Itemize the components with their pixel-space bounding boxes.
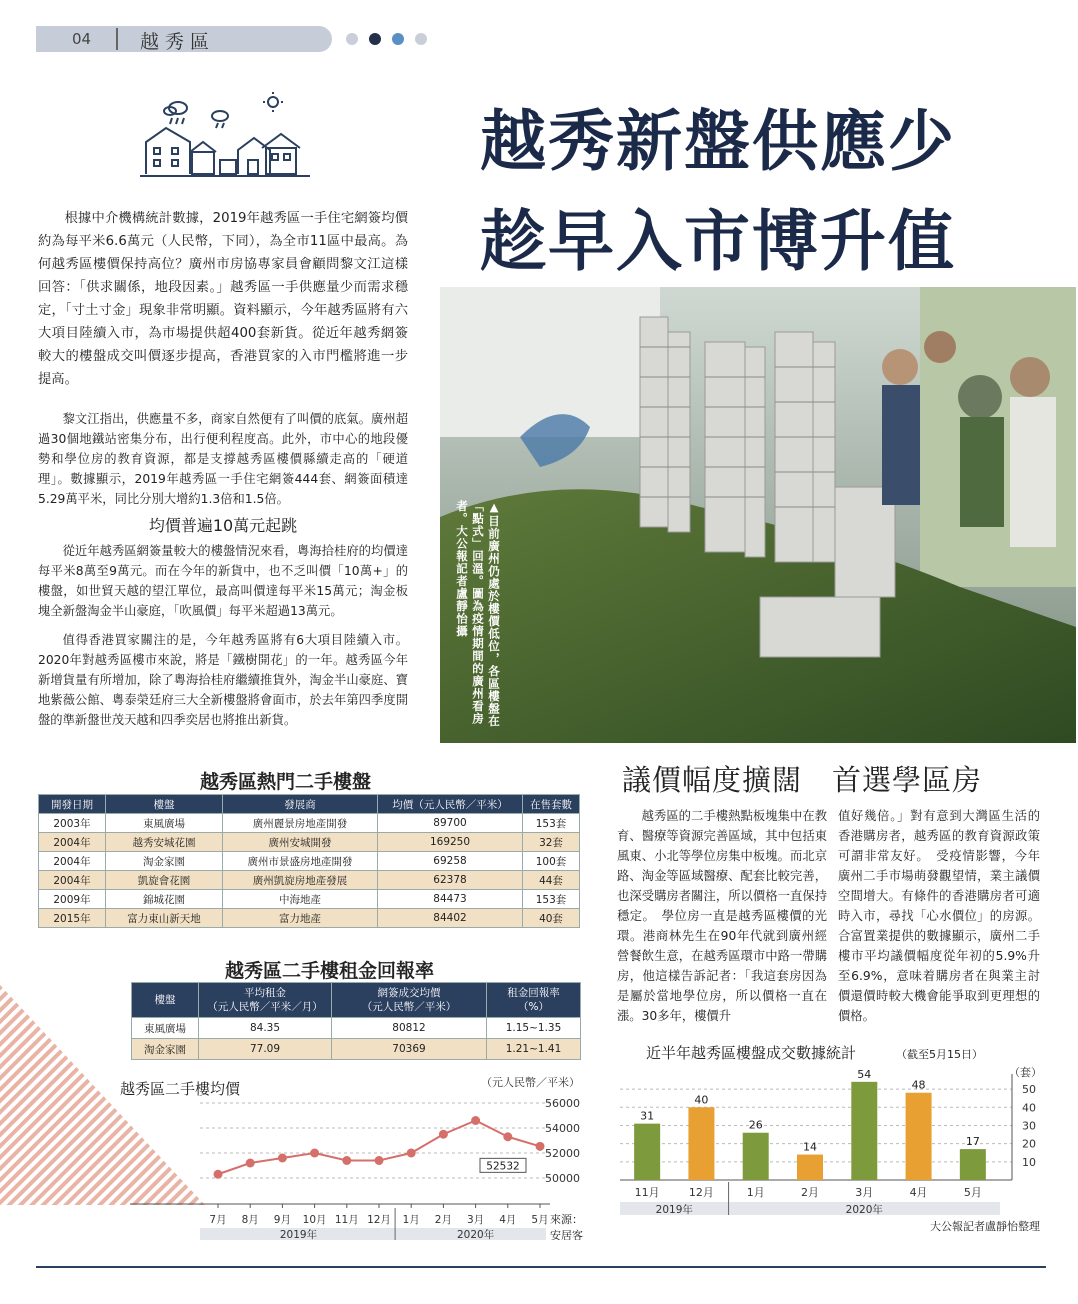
houses-illustration-icon: [140, 90, 310, 182]
y-tick-label: 40: [1022, 1101, 1036, 1115]
body-paragraph: 越秀區的二手樓熱點板塊集中在教育、醫療等資源完善區域，其中包括東風東、小北等學位房集中板塊。而北京路、淘金等區域醫療、配套比較完善，也深受購房者關注，所以價格一直保持穩定。 學位房一直是越秀區樓價的光環。港商林先生在90年代就到廣州經營餐飲生意，在越秀區環市中路一帶購房，他這樣告訴記者：「我這套房因為是屬於當地學位房，所以價格一直在漲。30多年，樓價升: [617, 809, 827, 1023]
data-point: [471, 1116, 480, 1125]
table-row: [39, 909, 580, 928]
data-point: [375, 1156, 384, 1165]
body-paragraph: 黎文江指出，供應量不多，商家自然便有了叫價的底氣。廣州超過30個地鐵站密集分布，出行便利程度高。此外，市中心的地段優勢和學位房的教育資源，都是支撐越秀區樓價縣續走高的「硬道理」。數據顯示，2019年越秀區一手住宅網簽444套、網簽面積達5.29萬平米，同比分別大增約1.3倍和1.5倍。: [38, 412, 408, 506]
data-label: 40: [694, 1093, 709, 1107]
annotation-label: 52532: [486, 1160, 520, 1173]
table-cell: 100套: [523, 852, 580, 871]
table-cell: 淘金家園: [132, 1039, 199, 1060]
column-header: 開發日期: [39, 795, 106, 814]
table-cell: 2009年: [39, 890, 106, 909]
table-cell: 廣州市景盛房地產開發: [223, 852, 378, 871]
year-label: 2019年: [279, 1229, 318, 1240]
table-cell: 44套: [523, 871, 580, 890]
table-cell: 凱旋會花園: [106, 871, 223, 890]
x-tick-label: 5月: [963, 1186, 982, 1199]
x-tick-label: 11月: [334, 1214, 359, 1226]
table-cell: 2004年: [39, 852, 106, 871]
table-cell: 1.15~1.35: [487, 1018, 581, 1039]
table-cell: 廣州安城開發: [223, 833, 378, 852]
year-label: 2019年: [655, 1204, 693, 1216]
table-cell: 169250: [378, 833, 523, 852]
bar: [851, 1082, 877, 1180]
headline-line-1: 越秀新盤供應少: [480, 103, 956, 180]
sales-office-model-photo: [440, 287, 1076, 743]
table-cell: 2004年: [39, 871, 106, 890]
table-cell: 越秀安城花園: [106, 833, 223, 852]
table-row: [132, 1039, 581, 1060]
table-cell: 153套: [523, 890, 580, 909]
y-tick-label: 50: [1022, 1083, 1036, 1097]
bar: [906, 1093, 932, 1180]
table-cell: 中海地產: [223, 890, 378, 909]
year-label: 2020年: [845, 1204, 883, 1216]
column-header: 在售套數: [523, 795, 580, 814]
column-header-line: 樓盤: [154, 994, 176, 1006]
x-tick-label: 5月: [531, 1214, 549, 1226]
table-row: [39, 814, 580, 833]
y-tick-label: 10: [1022, 1155, 1036, 1169]
news-photo: [440, 287, 1076, 743]
table-cell: 84402: [378, 909, 523, 928]
table-cell: 2015年: [39, 909, 106, 928]
column-header-line: 網簽成交均價: [377, 987, 441, 999]
bottom-rule: [36, 1266, 1046, 1268]
y-tick-label: 52000: [545, 1147, 580, 1160]
rental-yield-table: [131, 982, 581, 1060]
section-name: 越秀區: [140, 31, 216, 53]
x-tick-label: 1月: [402, 1214, 420, 1226]
table-cell: 廣州麗景房地產開發: [223, 814, 378, 833]
table-cell: 70369: [332, 1039, 487, 1060]
chart-title: 近半年越秀區樓盤成交數據統計: [646, 1044, 857, 1062]
x-tick-label: 12月: [367, 1214, 391, 1226]
table-cell: 84473: [378, 890, 523, 909]
table-row: [39, 871, 580, 890]
column-header-line: （元人民幣／平米／月）: [207, 1001, 323, 1013]
data-label: 31: [640, 1109, 655, 1123]
body-paragraph: 從近年越秀區網簽量較大的樓盤情況來看，粵海拾桂府的均價達每平米8萬至9萬元。而在今年的新貨中，也不乏叫價「10萬+」的樓盤，如世貿天越的望江單位，最高叫價達每平米15萬元；淘金板塊全新盤淘金半山豪庭，「吹風價」每平米超過13萬元。: [38, 544, 408, 618]
data-label: 26: [748, 1118, 763, 1132]
data-label: 17: [965, 1135, 980, 1149]
data-point: [536, 1142, 545, 1151]
y-axis-label: （元人民幣／平米）: [481, 1076, 580, 1089]
dot-icon: [369, 33, 381, 45]
table-cell: 錦城花園: [106, 890, 223, 909]
column-header-line: 平均租金: [244, 987, 286, 999]
table-row: [132, 1018, 581, 1039]
table-cell: 2004年: [39, 833, 106, 852]
bar: [797, 1155, 823, 1180]
y-tick-label: 50000: [545, 1172, 580, 1185]
x-tick-label: 2月: [434, 1214, 452, 1226]
credit-label: 大公報記者盧靜怡整理: [930, 1220, 1040, 1233]
header-divider: [116, 28, 118, 50]
column-header: 樓盤: [106, 795, 223, 814]
data-point: [503, 1132, 512, 1141]
x-tick-label: 2月: [801, 1186, 819, 1199]
table-cell: 東風廣場: [106, 814, 223, 833]
table-row: [39, 852, 580, 871]
x-tick-label: 10月: [302, 1214, 327, 1226]
column-header-line: （元人民幣／平米）: [361, 1001, 457, 1013]
intro-paragraph: 根據中介機構統計數據，2019年越秀區一手住宅網簽均價約為每平米6.6萬元（人民幣，下同），為全市11區中最高。為何越秀區樓價保持高位？廣州市房協專家員會顧問黎文江這樣回答：「供求關係，地段因素。」越秀區一手供應量少而需求穩定，「寸土寸金」現象非常明顯。資料顯示，今年越秀區將有六大項目陸續入市，為市場提供超400套新貨。從近年越秀網簽較大的樓盤成交叫價逐步提高，香港買家的入市門檻將進一步提高。: [38, 211, 408, 387]
table-cell: 32套: [523, 833, 580, 852]
table-cell: 2003年: [39, 814, 106, 833]
table-cell: 77.09: [199, 1039, 332, 1060]
x-tick-label: 3月: [855, 1186, 874, 1199]
year-label: 2020年: [456, 1229, 495, 1240]
table-row: [39, 890, 580, 909]
x-tick-label: 4月: [499, 1214, 517, 1226]
table-cell: 84.35: [199, 1018, 332, 1039]
table-cell: 1.21~1.41: [487, 1039, 581, 1060]
table-header-row: [132, 983, 581, 1018]
data-label: 14: [803, 1140, 817, 1154]
chart-subtitle: （截至5月15日）: [896, 1048, 983, 1061]
body-paragraph: 值得香港買家關注的是，今年越秀區將有6大項目陸續入市。2020年對越秀區樓市來說，將是「鐵樹開花」的一年。越秀區今年新增貨量有所增加，除了粵海拾桂府繼續推貨外，淘金半山豪庭、寶地紫薇公館、粵泰榮廷府三大全新樓盤將會面市，於去年第四季度開盤的準新盤世茂天越和四季奕居也將推出新貨。: [38, 633, 408, 727]
avg-price-line-chart: [110, 1070, 590, 1240]
table-cell: 富力東山新天地: [106, 909, 223, 928]
table-cell: 89700: [378, 814, 523, 833]
y-tick-label: 56000: [545, 1097, 580, 1110]
bar: [743, 1133, 769, 1180]
bar: [634, 1124, 660, 1180]
y-tick-label: 20: [1022, 1137, 1036, 1151]
table-header-row: [39, 795, 580, 814]
y-tick-label: 30: [1022, 1119, 1036, 1133]
x-tick-label: 3月: [467, 1214, 485, 1226]
table-title: 越秀區二手樓租金回報率: [225, 960, 435, 982]
column-header: [332, 983, 487, 1018]
x-tick-label: 12月: [688, 1186, 714, 1199]
column-header-line: 租金回報率: [507, 987, 560, 999]
x-tick-label: 4月: [909, 1186, 928, 1199]
data-point: [407, 1149, 416, 1158]
data-point: [246, 1159, 255, 1168]
section-title: 議價幅度擴闊 首選學區房: [622, 763, 983, 797]
data-point: [310, 1149, 319, 1158]
table-cell: 廣州凱旋房地產發展: [223, 871, 378, 890]
table-title: 越秀區熱門二手樓盤: [200, 771, 372, 793]
dot-icon: [415, 33, 427, 45]
table-cell: 淘金家園: [106, 852, 223, 871]
column-header: [132, 983, 199, 1018]
column-header: [199, 983, 332, 1018]
page-number: 04: [72, 30, 92, 48]
column-header-line: （%）: [518, 1001, 549, 1013]
dot-icon: [392, 33, 404, 45]
data-label: 48: [911, 1078, 926, 1092]
table-cell: 62378: [378, 871, 523, 890]
table-cell: 80812: [332, 1018, 487, 1039]
x-tick-label: 1月: [746, 1186, 765, 1199]
data-point: [342, 1156, 351, 1165]
column-header: [487, 983, 581, 1018]
table-cell: 東風廣場: [132, 1018, 199, 1039]
transactions-bar-chart: [600, 1036, 1050, 1236]
table-cell: 富力地產: [223, 909, 378, 928]
table-cell: 69258: [378, 852, 523, 871]
source-label: 安居客: [550, 1229, 583, 1240]
data-point: [439, 1130, 448, 1139]
x-tick-label: 8月: [241, 1214, 259, 1226]
x-tick-label: 7月: [209, 1214, 227, 1226]
dot-icon: [346, 33, 358, 45]
x-tick-label: 11月: [634, 1186, 660, 1199]
table-cell: 153套: [523, 814, 580, 833]
hot-resale-table: [38, 794, 580, 928]
table-row: [39, 833, 580, 852]
data-point: [278, 1154, 287, 1163]
x-tick-label: 9月: [273, 1214, 291, 1226]
column-header: 均價（元人民幣／平米）: [378, 795, 523, 814]
bar: [960, 1149, 986, 1180]
y-axis-label: （套）: [1009, 1066, 1042, 1079]
chart-title: 越秀區二手樓均價: [120, 1080, 241, 1098]
bar: [688, 1107, 714, 1180]
data-point: [214, 1170, 223, 1179]
table-cell: 40套: [523, 909, 580, 928]
data-label: 54: [857, 1067, 872, 1081]
photo-caption: ▲目前廣州仍處於樓價低位，各區樓盤在「點式」回溫。圖為疫情期間的廣州看房者。大公報記者盧靜怡攝: [455, 500, 501, 728]
subheading: 均價普遍10萬元起跳: [148, 516, 298, 535]
source-label: 來源：: [550, 1213, 583, 1226]
y-tick-label: 54000: [545, 1122, 580, 1135]
body-paragraph: 值好幾倍。」對有意到大灣區生活的香港購房者，越秀區的教育資源政策可謂非常友好。 受疫情影響，今年廣州二手市場萌發觀望情，業主議價空間增大。有條件的香港購房者可適時入市，尋找「心水價位」的房源。合富置業提供的數據顯示，廣州二手樓市平均議價幅度從年初的5.9%升至6.9%，意味着購房者在與業主討價還價時較大機會能爭取到更理想的價格。: [838, 809, 1040, 1023]
column-header: 發展商: [223, 795, 378, 814]
headline-line-2: 趁早入市博升值: [480, 203, 956, 280]
